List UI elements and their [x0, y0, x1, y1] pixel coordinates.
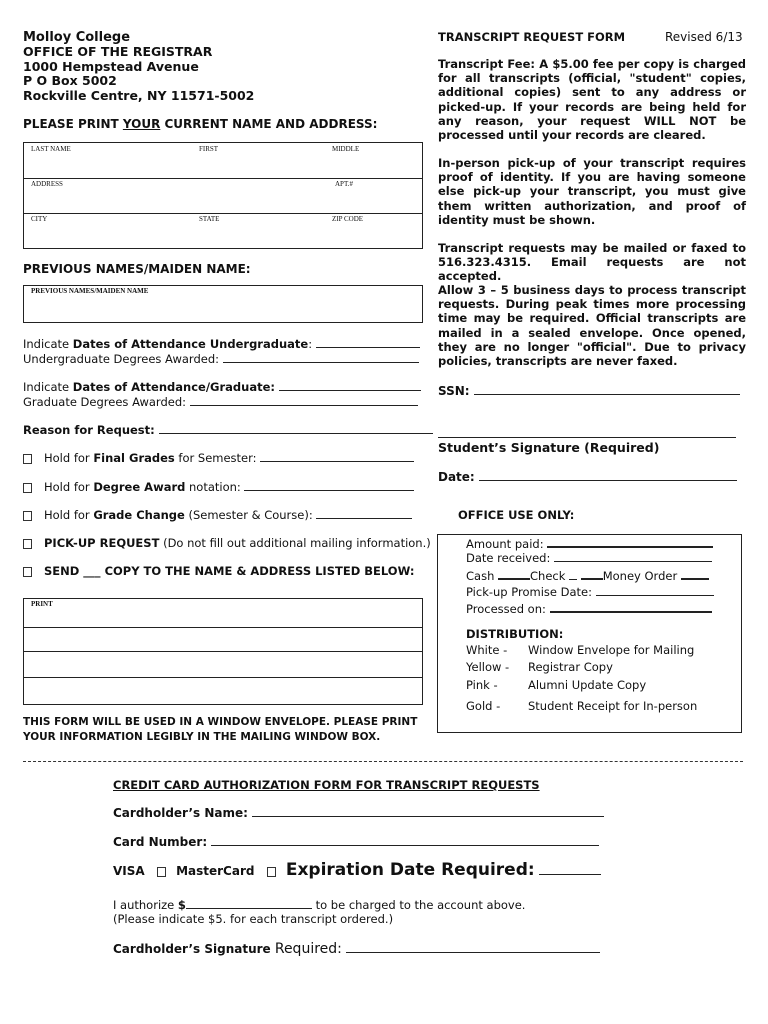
name-address-box[interactable]	[23, 142, 423, 249]
ssn-line[interactable]: SSN:	[438, 383, 740, 398]
revised-date: Revised 6/13	[665, 30, 743, 44]
date-received-line[interactable]: Date received:	[466, 550, 712, 565]
student-signature-label: Student’s Signature (Required)	[438, 440, 660, 455]
first-name-label: FIRST	[199, 145, 219, 153]
mailing-window-box[interactable]	[23, 598, 423, 705]
pickup-paragraph: In-person pick-up of your transcript requires proof of identity. If you are having someone else pick-up your transcript, you must give them written authorization, and proof of identity must be shown.	[438, 156, 746, 227]
hold-grade-change-option[interactable]: Hold for Grade Change (Semester & Course):	[23, 507, 412, 522]
processing-paragraph: Allow 3 – 5 business days to process transcript requests. During peak times more processing time may be required. Official transcripts are mailed in a sealed envelope. Once opened, they are no longer "official". Due to privacy policies, transcripts are never faxed.	[438, 283, 746, 369]
print-name-heading: PLEASE PRINT YOUR CURRENT NAME AND ADDRESS:	[23, 117, 378, 131]
credit-card-title: CREDIT CARD AUTHORIZATION FORM FOR TRANSCRIPT REQUESTS	[113, 778, 540, 792]
hold-final-grades-option[interactable]: Hold for Final Grades for Semester:	[23, 450, 414, 465]
address-label: ADDRESS	[31, 180, 63, 188]
payment-method-line[interactable]: Cash Check Money Order	[466, 567, 709, 583]
office-use-heading: OFFICE USE ONLY:	[458, 508, 575, 522]
cut-line	[23, 761, 743, 762]
pickup-request-option[interactable]: PICK-UP REQUEST (Do not fill out additional mailing information.)	[23, 536, 431, 550]
address-line-1: 1000 Hempstead Avenue	[23, 59, 199, 74]
address-line-3: Rockville Centre, NY 11571-5002	[23, 88, 255, 103]
office-use-box	[437, 534, 742, 733]
grad-degrees-line[interactable]: Graduate Degrees Awarded:	[23, 394, 418, 409]
city-label: CITY	[31, 215, 48, 223]
cardholder-name-line[interactable]: Cardholder’s Name:	[113, 805, 604, 820]
apt-label: APT.#	[335, 180, 353, 188]
fee-paragraph: Transcript Fee: A $5.00 fee per copy is charged for all transcripts (official, "student" copies, additional copies) sent to any address or picked-up. If your records are being held for any reason, your request WILL NOT be processed until your records are cleared.	[438, 57, 746, 143]
undergrad-degrees-line[interactable]: Undergraduate Degrees Awarded:	[23, 351, 419, 366]
send-copy-checkbox[interactable]	[23, 567, 32, 577]
distribution-heading: DISTRIBUTION:	[466, 627, 564, 641]
mastercard-checkbox[interactable]	[267, 867, 276, 877]
address-line-2: P O Box 5002	[23, 73, 117, 88]
visa-checkbox[interactable]	[157, 867, 166, 877]
authorize-note: (Please indicate $5. for each transcript ordered.)	[113, 912, 394, 926]
middle-name-label: MIDDLE	[332, 145, 360, 153]
undergrad-dates-line[interactable]: Indicate Dates of Attendance Undergraduate:	[23, 336, 420, 351]
mail-fax-paragraph: Transcript requests may be mailed or faxed to 516.323.4315. Email requests are not accepted.	[438, 241, 746, 284]
window-note-1: THIS FORM WILL BE USED IN A WINDOW ENVELOPE. PLEASE PRINT	[23, 716, 418, 728]
grade-change-checkbox[interactable]	[23, 511, 32, 521]
previous-names-heading: PREVIOUS NAMES/MAIDEN NAME:	[23, 262, 251, 276]
signature-line[interactable]	[438, 437, 736, 438]
processed-on-line[interactable]: Processed on:	[466, 600, 712, 616]
degree-award-checkbox[interactable]	[23, 483, 32, 493]
last-name-label: LAST NAME	[31, 145, 71, 153]
previous-names-box[interactable]	[23, 285, 423, 323]
dist-pink-color: Pink -	[466, 678, 498, 692]
promise-date-line[interactable]: Pick-up Promise Date:	[466, 584, 714, 599]
final-grades-checkbox[interactable]	[23, 454, 32, 464]
send-copy-option[interactable]: SEND ___ COPY TO THE NAME & ADDRESS LISTED BELOW:	[23, 564, 415, 578]
state-label: STATE	[199, 215, 220, 223]
authorize-line[interactable]: I authorize $ to be charged to the account above.	[113, 898, 526, 912]
form-title: TRANSCRIPT REQUEST FORM	[438, 30, 626, 44]
date-line[interactable]: Date:	[438, 469, 737, 484]
previous-names-label: PREVIOUS NAMES/MAIDEN NAME	[31, 287, 149, 295]
cardholder-signature-line[interactable]: Cardholder’s Signature Required:	[113, 941, 600, 957]
dist-pink-desc: Alumni Update Copy	[528, 678, 647, 692]
print-label: PRINT	[31, 600, 53, 608]
card-type-line[interactable]: VISA MasterCard Expiration Date Required:	[113, 860, 601, 880]
reason-line[interactable]: Reason for Request:	[23, 422, 433, 437]
grad-dates-line[interactable]: Indicate Dates of Attendance/Graduate:	[23, 379, 421, 394]
dist-gold-color: Gold -	[466, 699, 501, 713]
zip-label: ZIP CODE	[332, 215, 364, 223]
pickup-checkbox[interactable]	[23, 539, 32, 549]
dist-gold-desc: Student Receipt for In-person	[528, 699, 698, 713]
expiration-label: Expiration Date Required:	[285, 860, 535, 880]
dist-white-desc: Window Envelope for Mailing	[528, 643, 695, 657]
dist-yellow-color: Yellow -	[466, 660, 510, 674]
college-name: Molloy College	[23, 30, 131, 45]
hold-degree-award-option[interactable]: Hold for Degree Award notation:	[23, 479, 414, 494]
amount-paid-line[interactable]: Amount paid:	[466, 535, 713, 551]
dist-yellow-desc: Registrar Copy	[528, 660, 613, 674]
dist-white-color: White -	[466, 643, 508, 657]
window-note-2: YOUR INFORMATION LEGIBLY IN THE MAILING WINDOW BOX.	[23, 731, 381, 743]
card-number-line[interactable]: Card Number:	[113, 834, 599, 849]
office-name: OFFICE OF THE REGISTRAR	[23, 44, 213, 59]
